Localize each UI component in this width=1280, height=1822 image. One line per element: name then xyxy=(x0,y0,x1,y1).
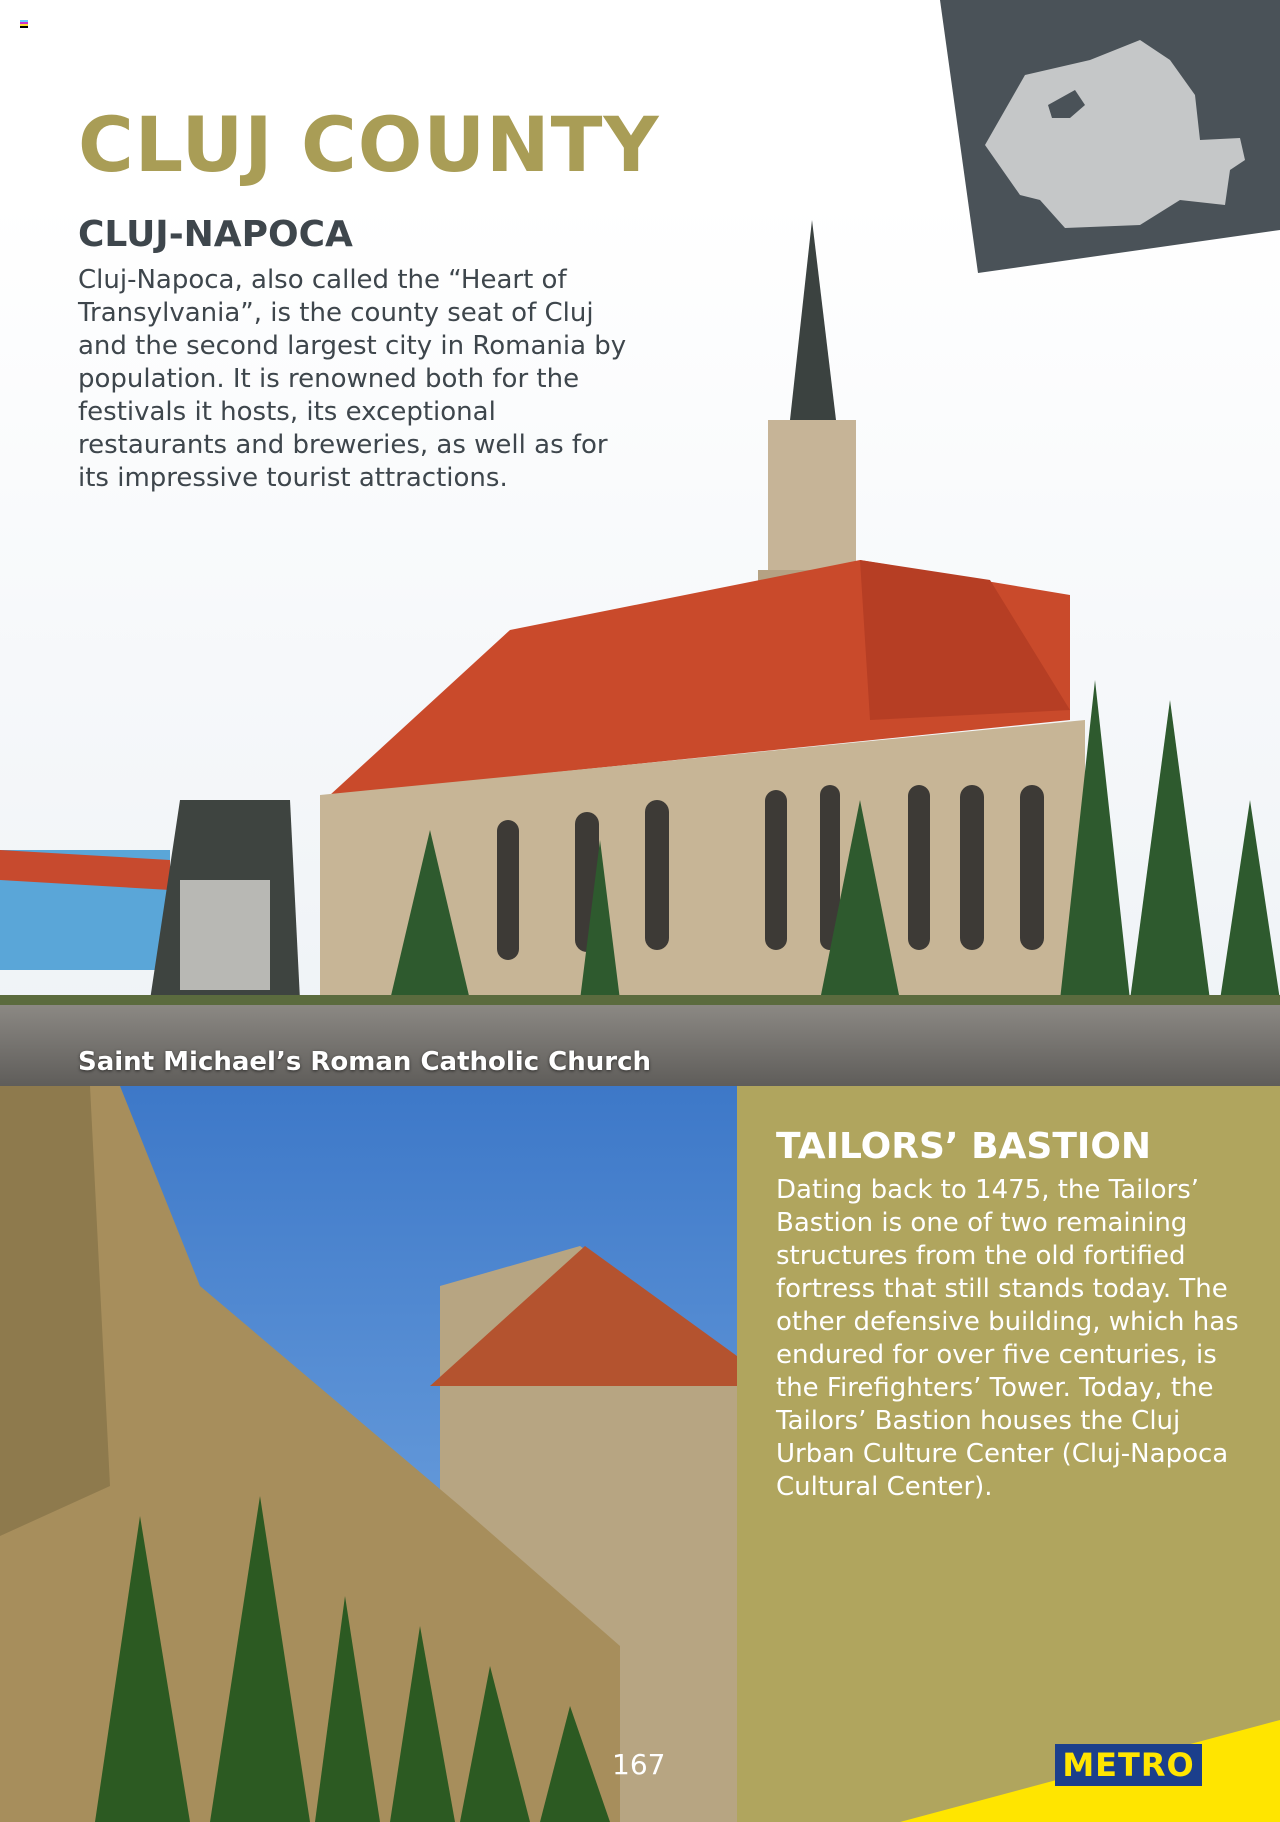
intro-paragraph: Cluj-Napoca, also called the “Heart of Transylvania”, is the county seat of Cluj and the second largest city in Romania by population. It is renowned both for the festivals it hosts, its exceptional restaurants and breweries, as well as for its impressive tourist attractions. xyxy=(78,265,627,493)
section-title-cluj-napoca: CLUJ-NAPOCA xyxy=(78,214,353,255)
metro-logo: METRO xyxy=(1055,1744,1202,1786)
bastion-paragraph: Dating back to 1475, the Tailors’ Bastion is one of two remaining structures from the old fortified fortress that still stands today. The other defensive building, which has endured for over five centuries, is the Firefighters’ Tower. Today, the Tailors’ Bastion houses the Cluj Urban Culture Center (Cluj-Napoca Cultural Center). xyxy=(776,1175,1239,1502)
tailors-bastion-photo xyxy=(0,1086,737,1822)
page-title: CLUJ COUNTY xyxy=(78,100,660,189)
photo-caption: Saint Michael’s Roman Catholic Church xyxy=(78,1047,652,1077)
section-title-tailors-bastion: TAILORS’ BASTION xyxy=(776,1126,1152,1167)
print-color-marks xyxy=(20,20,28,28)
page-number: 167 xyxy=(612,1748,666,1781)
romania-map-panel xyxy=(940,0,1280,275)
